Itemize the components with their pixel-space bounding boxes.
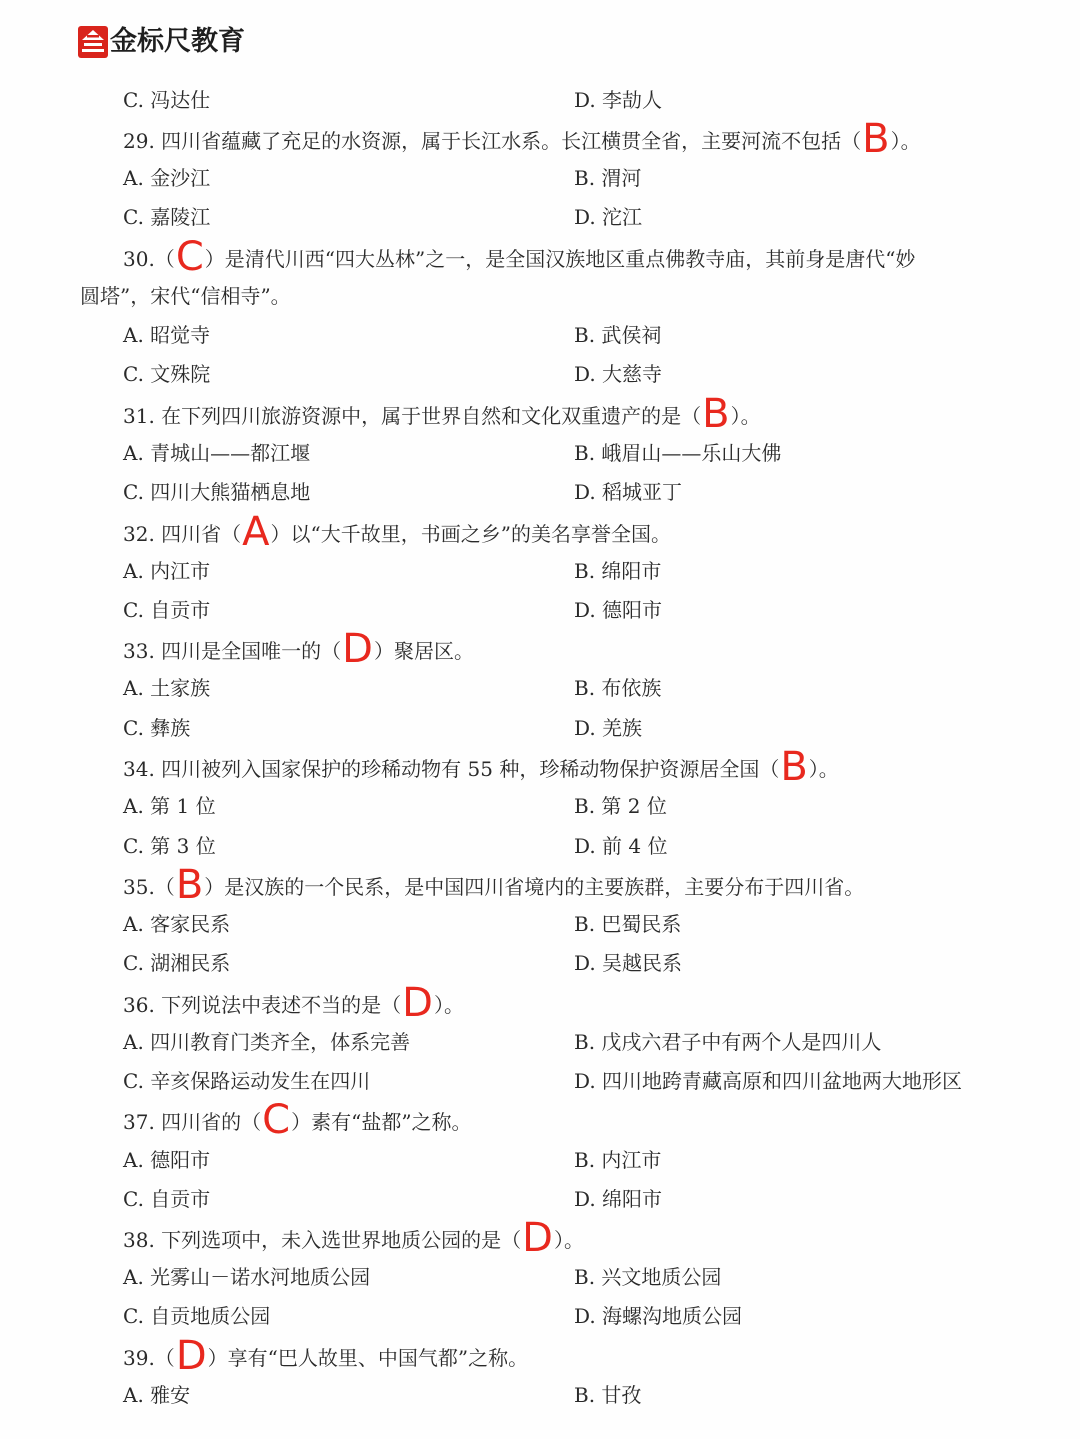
- option-a: A. 第 1 位: [123, 794, 216, 818]
- question-text: 34. 四川被列入国家保护的珍稀动物有 55 种，珍稀动物保护资源居全国（: [123, 757, 780, 781]
- option-b: B. 甘孜: [574, 1383, 642, 1407]
- option-row: [0, 1262, 1080, 1292]
- option-b: B. 布依族: [574, 676, 662, 700]
- question-text-end: ）是汉族的一个民系，是中国四川省境内的主要族群，主要分布于四川省。: [204, 875, 865, 899]
- question-38: [0, 1215, 1080, 1261]
- question-34: [0, 744, 1080, 790]
- question-text: 30.（: [123, 247, 175, 271]
- answer-mark: A: [242, 509, 270, 555]
- option-c: C. 嘉陵江: [123, 205, 211, 229]
- question-text: 29. 四川省蕴藏了充足的水资源，属于长江水系。长江横贯全省，主要河流不包括（: [123, 129, 862, 153]
- option-b: B. 戊戌六君子中有两个人是四川人: [574, 1030, 882, 1054]
- option-b: B. 峨眉山——乐山大佛: [574, 441, 782, 465]
- question-30: [0, 234, 1080, 280]
- option-d: D. 沱江: [574, 205, 643, 229]
- question-text: 39.（: [123, 1346, 175, 1370]
- question-text-end: ）。: [553, 1228, 584, 1252]
- option-a: A. 德阳市: [123, 1148, 211, 1172]
- option-row: [0, 595, 1080, 625]
- option-a: A. 昭觉寺: [123, 323, 211, 347]
- question-32: [0, 509, 1080, 555]
- option-row: [0, 85, 1080, 115]
- option-row: [0, 1027, 1080, 1057]
- option-d: D. 羌族: [574, 716, 643, 740]
- option-d: D. 吴越民系: [574, 951, 683, 975]
- option-row: [0, 477, 1080, 507]
- option-a: A. 四川教育门类齐全，体系完善: [123, 1030, 411, 1054]
- option-a: A. 青城山——都江堰: [123, 441, 311, 465]
- question-text-end: ）素有“盐都”之称。: [291, 1110, 472, 1134]
- option-b: B. 绵阳市: [574, 559, 662, 583]
- option-c: C. 第 3 位: [123, 834, 216, 858]
- option-row: [0, 1380, 1080, 1410]
- option-c: C. 辛亥保路运动发生在四川: [123, 1069, 371, 1093]
- option-row: [0, 909, 1080, 939]
- question-text-end: ）享有“巴人故里、中国气都”之称。: [207, 1346, 529, 1370]
- question-text-end: ）。: [890, 129, 921, 153]
- answer-mark: B: [862, 116, 890, 162]
- option-c: C. 自贡地质公园: [123, 1304, 271, 1328]
- option-c: C. 冯达仕: [123, 88, 211, 112]
- option-a: A. 内江市: [123, 559, 211, 583]
- logo-text: 金标尺教育: [110, 26, 245, 57]
- option-row: [0, 202, 1080, 232]
- question-text-end: ）。: [433, 993, 464, 1017]
- question-29: [0, 116, 1080, 162]
- option-a: A. 客家民系: [123, 912, 231, 936]
- question-text: 32. 四川省（: [123, 522, 242, 546]
- option-row: [0, 791, 1080, 821]
- option-row: [0, 556, 1080, 586]
- option-a: A. 雅安: [123, 1383, 191, 1407]
- option-c: C. 四川大熊猫栖息地: [123, 480, 311, 504]
- question-text: 37. 四川省的（: [123, 1110, 262, 1134]
- question-text: 38. 下列选项中，未入选世界地质公园的是（: [123, 1228, 522, 1252]
- option-d: D. 前 4 位: [574, 834, 668, 858]
- question-39: [0, 1333, 1080, 1379]
- question-text-end: ）聚居区。: [373, 639, 474, 663]
- question-36: [0, 980, 1080, 1026]
- answer-mark: D: [342, 626, 373, 672]
- question-text-end: ）以“大千故里，书画之乡”的美名享誉全国。: [270, 522, 671, 546]
- option-b: B. 武侯祠: [574, 323, 662, 347]
- option-c: C. 湖湘民系: [123, 951, 231, 975]
- option-c: C. 自贡市: [123, 598, 211, 622]
- question-text: 圆塔”，宋代“信相寺”。: [80, 284, 291, 308]
- question-text: 33. 四川是全国唯一的（: [123, 639, 342, 663]
- option-a: A. 光雾山－诺水河地质公园: [123, 1265, 371, 1289]
- option-c: C. 自贡市: [123, 1187, 211, 1211]
- header: [78, 22, 245, 62]
- answer-mark: B: [780, 744, 808, 790]
- option-d: D. 海螺沟地质公园: [574, 1304, 743, 1328]
- question-31: [0, 391, 1080, 437]
- option-d: D. 四川地跨青藏高原和四川盆地两大地形区: [574, 1069, 963, 1093]
- question-35: [0, 862, 1080, 908]
- option-d: D. 德阳市: [574, 598, 663, 622]
- option-d: D. 绵阳市: [574, 1187, 663, 1211]
- option-a: A. 土家族: [123, 676, 211, 700]
- question-text: 36. 下列说法中表述不当的是（: [123, 993, 402, 1017]
- answer-mark: B: [702, 391, 730, 437]
- option-b: B. 第 2 位: [574, 794, 667, 818]
- question-33: [0, 626, 1080, 672]
- option-row: [0, 438, 1080, 468]
- option-row: [0, 1145, 1080, 1175]
- option-row: [0, 1184, 1080, 1214]
- answer-mark: B: [175, 862, 204, 908]
- option-row: [0, 948, 1080, 978]
- option-row: [0, 163, 1080, 193]
- answer-mark: D: [175, 1333, 207, 1379]
- option-row: [0, 831, 1080, 861]
- answer-mark: D: [402, 980, 433, 1026]
- option-c: C. 彝族: [123, 716, 191, 740]
- option-b: B. 内江市: [574, 1148, 662, 1172]
- option-row: [0, 1066, 1080, 1096]
- option-b: B. 兴文地质公园: [574, 1265, 722, 1289]
- option-a: A. 金沙江: [123, 166, 211, 190]
- option-c: C. 文殊院: [123, 362, 211, 386]
- answer-mark: C: [175, 234, 204, 280]
- option-row: [0, 713, 1080, 743]
- option-row: [0, 1301, 1080, 1331]
- option-row: [0, 359, 1080, 389]
- option-d: D. 稻城亚丁: [574, 480, 683, 504]
- option-row: [0, 673, 1080, 703]
- question-text-end: ）是清代川西“四大丛林”之一，是全国汉族地区重点佛教寺庙，其前身是唐代“妙: [204, 247, 916, 271]
- question-30-continued: [0, 281, 1080, 311]
- option-row: [0, 320, 1080, 350]
- answer-mark: C: [262, 1097, 291, 1143]
- option-d: D. 大慈寺: [574, 362, 663, 386]
- question-text: 31. 在下列四川旅游资源中，属于世界自然和文化双重遗产的是（: [123, 404, 702, 428]
- question-37: [0, 1097, 1080, 1143]
- answer-mark: D: [522, 1215, 553, 1261]
- question-text: 35.（: [123, 875, 175, 899]
- option-d: D. 李劼人: [574, 88, 663, 112]
- question-text-end: ）。: [730, 404, 761, 428]
- question-text-end: ）。: [808, 757, 839, 781]
- option-b: B. 巴蜀民系: [574, 912, 682, 936]
- option-b: B. 渭河: [574, 166, 642, 190]
- logo-icon: [78, 26, 108, 58]
